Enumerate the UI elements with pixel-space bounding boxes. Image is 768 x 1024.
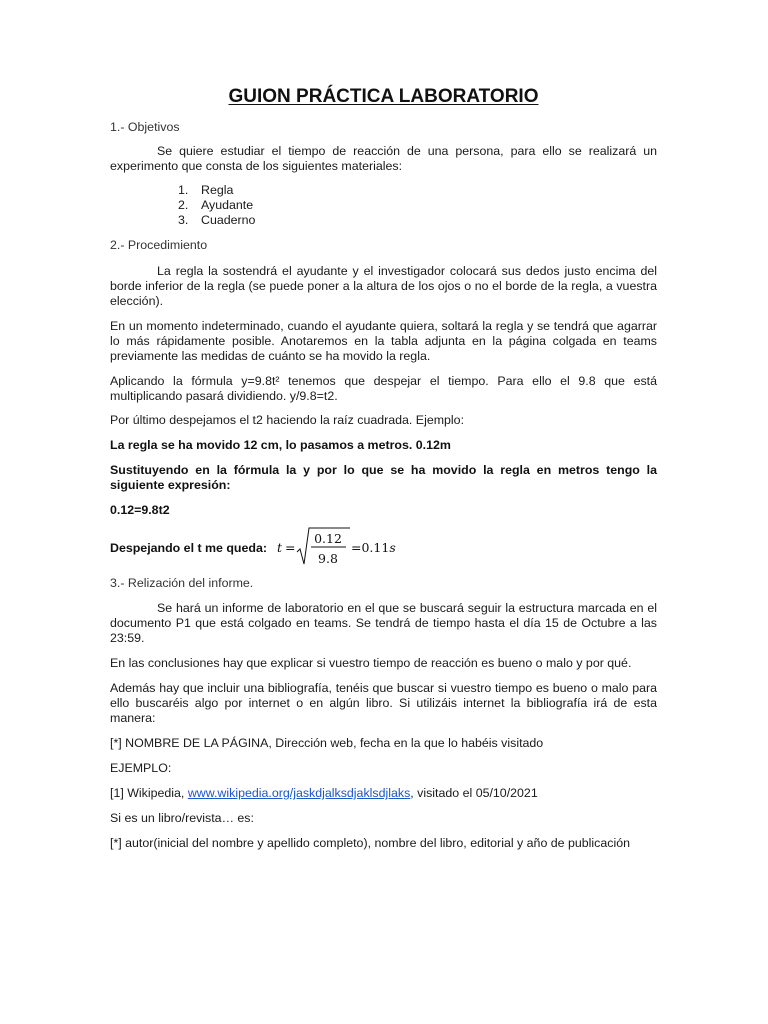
example-step-2: Sustituyendo en la fórmula la y por lo que se ha movido la regla en metros tengo la siguiente expresión: xyxy=(110,463,657,492)
page-title: GUION PRÁCTICA LABORATORIO xyxy=(228,86,539,107)
list-item-label: Cuaderno xyxy=(201,213,256,227)
list-item-label: Ayudante xyxy=(201,198,254,212)
formula-equals: = xyxy=(285,540,296,555)
section-heading-informe: 3.- Relización del informe. xyxy=(110,576,254,590)
example-step-1: La regla se ha movido 12 cm, lo pasamos a metros. 0.12m xyxy=(110,438,451,452)
bibliography-format-book: [*] autor(inicial del nombre y apellido completo), nombre del libro, editorial y año de publicación xyxy=(110,836,631,850)
example-step-3: 0.12=9.8t2 xyxy=(110,503,170,517)
bibliography-example xyxy=(110,786,657,801)
wikipedia-link[interactable]: www.wikipedia.org/jaskdjalksdjaklsdjlaks xyxy=(187,786,411,800)
formula-numerator: 0.12 xyxy=(314,531,342,546)
formula-unit: s xyxy=(389,540,396,555)
square-root-formula xyxy=(276,526,396,570)
book-label: Si es un libro/revista… es: xyxy=(110,811,254,825)
procedimiento-paragraph-3: Aplicando la fórmula y=9.8t² tenemos que despejar el tiempo. Para ello el 9.8 que está multiplicando pasará dividiendo. y/9.8=t2. xyxy=(110,374,657,403)
section-heading-procedimiento: 2.- Procedimiento xyxy=(110,238,208,252)
formula-result xyxy=(351,540,396,555)
formula-denominator: 9.8 xyxy=(318,551,338,566)
procedimiento-paragraph-1: La regla la sostendrá el ayudante y el investigador colocará sus dedos justo encima del borde inferior de la regla (se puede poner a la altura de los ojos o no el borde de la regla, a vuestra elección). xyxy=(110,264,657,308)
list-item-number: 3. xyxy=(178,213,189,227)
formula-variable: t xyxy=(277,540,283,555)
procedimiento-paragraph-2: En un momento indeterminado, cuando el ayudante quiera, soltará la regla y se tendrá que agarrar lo más rápidamente posible. Anotaremos en la tabla adjunta en la página colgada en teams previamente las medidas de cuánto se ha movido la regla. xyxy=(110,319,657,363)
objetivos-paragraph: Se quiere estudiar el tiempo de reacción de una persona, para ello se realizará un experimento que consta de los siguientes materiales: xyxy=(110,144,657,173)
informe-paragraph-1: Se hará un informe de laboratorio en el que se buscará seguir la estructura marcada en el documento P1 que está colgado en teams. Se tendrá de tiempo hasta el día 15 de Octubre a las 23:59. xyxy=(110,601,657,645)
section-heading-objetivos: 1.- Objetivos xyxy=(110,120,180,134)
procedimiento-paragraph-4: Por último despejamos el t2 haciendo la raíz cuadrada. Ejemplo: xyxy=(110,413,465,427)
list-item-label: Regla xyxy=(201,183,234,197)
list-item-number: 1. xyxy=(178,183,189,197)
informe-paragraph-2: En las conclusiones hay que explicar si vuestro tiempo de reacción es bueno o malo y por qué. xyxy=(110,656,632,670)
informe-paragraph-3: Además hay que incluir una bibliografía, tenéis que buscar si vuestro tiempo es bueno o malo para ello buscaréis algo por internet o en algún libro. Si utilizáis internet la bibliografía irá de esta manera: xyxy=(110,681,657,725)
bibliography-example-prefix: [1] Wikipedia, xyxy=(110,786,188,800)
formula-label: Despejando el t me queda: xyxy=(110,541,267,555)
formula-row xyxy=(110,526,657,570)
bibliography-format-web: [*] NOMBRE DE LA PÁGINA, Dirección web, fecha en la que lo habéis visitado xyxy=(110,736,544,750)
list-item-number: 2. xyxy=(178,198,189,212)
example-label: EJEMPLO: xyxy=(110,761,172,775)
bibliography-example-suffix: , visitado el 05/10/2021 xyxy=(410,786,538,800)
formula-result-value: =0.11 xyxy=(351,540,390,555)
